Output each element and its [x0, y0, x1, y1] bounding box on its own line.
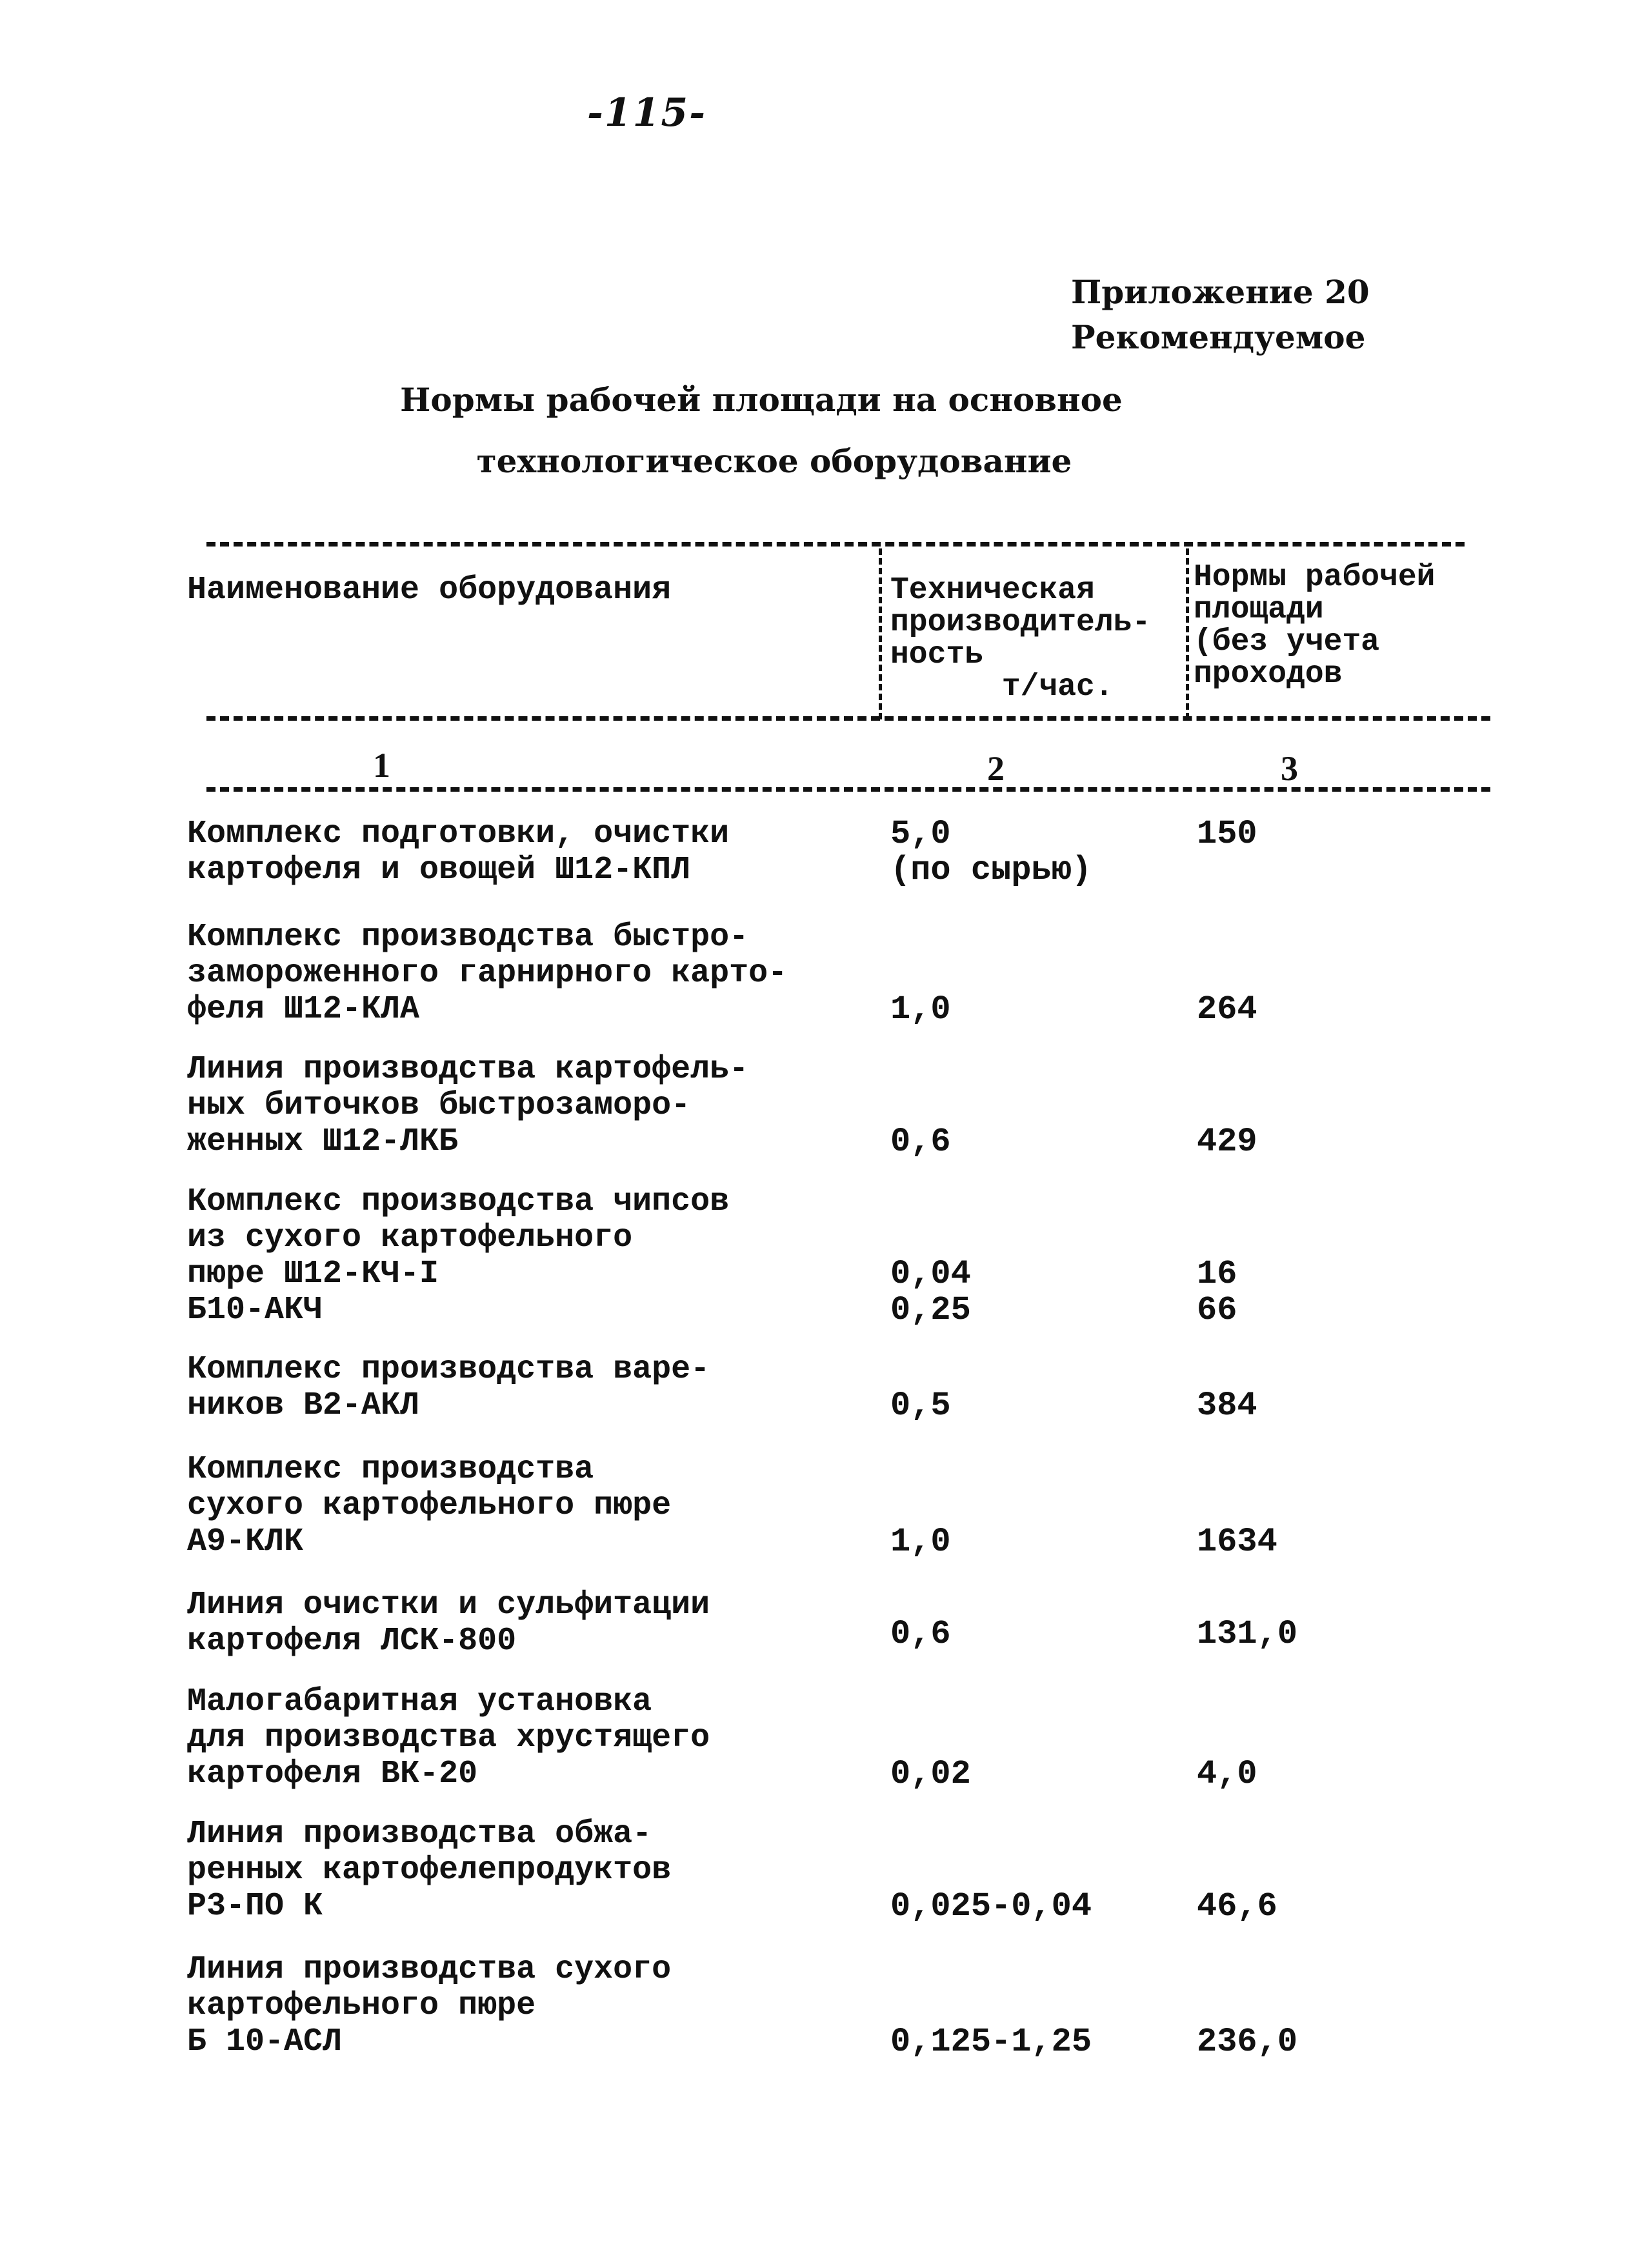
equipment-productivity: 1,0	[890, 990, 951, 1029]
equipment-area: 16 66	[1197, 1255, 1237, 1329]
equipment-name: Линия производства картофель- ных биточков быстрозаморо- женных Ш12-ЛКБ	[187, 1051, 749, 1160]
equipment-area: 1634	[1197, 1523, 1277, 1561]
equipment-productivity: 0,6	[890, 1123, 951, 1161]
header-name: Наименование оборудования	[187, 572, 672, 608]
equipment-productivity: 5,0 (по сырью)	[890, 815, 1092, 889]
equipment-productivity: 0,125-1,25	[890, 2023, 1092, 2061]
equipment-name: Линия производства сухого картофельного пюре Б 10-АСЛ	[187, 1951, 672, 2060]
appendix-label: Приложение 20	[1071, 273, 1370, 311]
page-number: -115-	[587, 90, 707, 135]
equipment-name: Комплекс производства чипсов из сухого картофельного пюре Ш12-КЧ-I Б10-АКЧ	[187, 1183, 730, 1329]
equipment-area: 236,0	[1197, 2023, 1298, 2061]
document-title-line-1: Нормы рабочей площади на основное	[400, 381, 1123, 419]
equipment-area: 264	[1197, 990, 1257, 1029]
equipment-name: Малогабаритная установка для производства хрустящего картофеля ВК-20	[187, 1683, 710, 1792]
equipment-area: 429	[1197, 1123, 1257, 1161]
equipment-area: 150	[1197, 815, 1257, 853]
equipment-area: 46,6	[1197, 1887, 1277, 1925]
equipment-productivity: 0,025-0,04	[890, 1887, 1092, 1925]
equipment-productivity: 0,02	[890, 1755, 971, 1793]
equipment-name: Комплекс производства быстро- замороженного гарнирного карто- феля Ш12-КЛА	[187, 919, 788, 1028]
column-number-1: 1	[373, 746, 390, 785]
table-top-rule	[206, 542, 1465, 547]
equipment-area: 384	[1197, 1387, 1257, 1425]
equipment-productivity: 1,0	[890, 1523, 951, 1561]
column-divider-1	[879, 548, 882, 719]
equipment-name: Комплекс подготовки, очистки картофеля и овощей Ш12-КПЛ	[187, 816, 730, 888]
equipment-name: Линия производства обжа- ренных картофелепродуктов Р3-ПО К	[187, 1816, 672, 1925]
equipment-name: Комплекс производства сухого картофельного пюре А9-КЛК	[187, 1451, 672, 1560]
header-bottom-rule	[206, 716, 1490, 721]
equipment-productivity: 0,6	[890, 1615, 951, 1653]
document-title-line-2: технологическое оборудование	[476, 442, 1072, 480]
header-productivity: Техническая производитель- ность т/час.	[890, 573, 1151, 705]
column-number-2: 2	[987, 749, 1005, 788]
equipment-name: Комплекс производства варе- ников В2-АКЛ	[187, 1351, 710, 1424]
equipment-productivity: 0,04 0,25	[890, 1255, 971, 1329]
equipment-area: 131,0	[1197, 1615, 1298, 1653]
equipment-area: 4,0	[1197, 1755, 1257, 1793]
column-number-3: 3	[1281, 749, 1298, 788]
column-divider-2	[1186, 548, 1189, 719]
appendix-status: Рекомендуемое	[1071, 318, 1366, 356]
appendix-block	[1071, 270, 1370, 360]
equipment-name: Линия очистки и сульфитации картофеля ЛСК-800	[187, 1587, 710, 1660]
equipment-productivity: 0,5	[890, 1387, 951, 1425]
header-area: Нормы рабочей площади (без учета проходов	[1194, 560, 1436, 692]
